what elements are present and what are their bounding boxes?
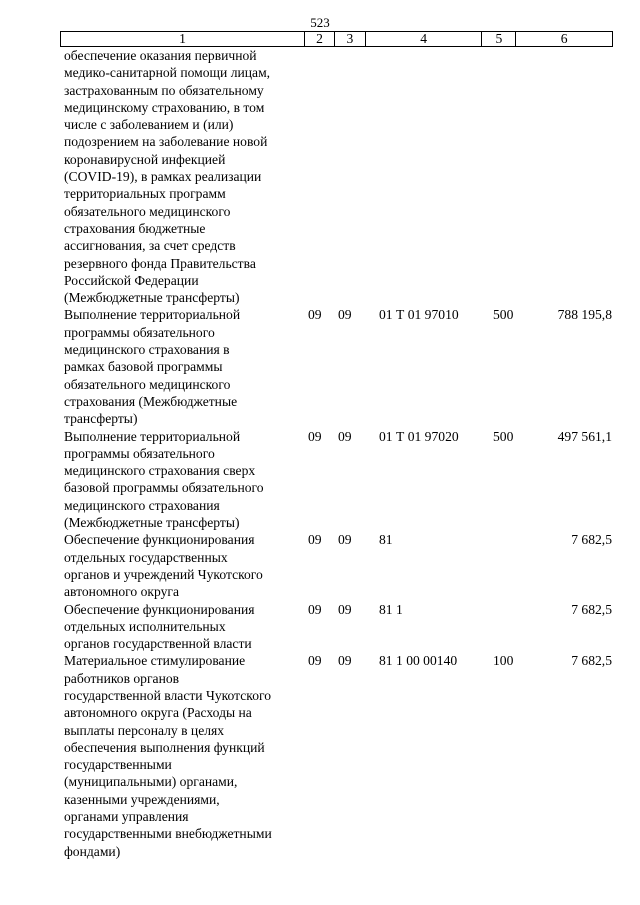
row-pr: 09 [338, 532, 352, 548]
page-number: 523 [310, 15, 330, 30]
name-line: (Межбюджетные трансферты) [64, 515, 240, 531]
row-vr: 500 [493, 428, 514, 444]
name-line: Обеспечение функционирования [64, 532, 255, 548]
row-csr: 01 Т 01 97010 [379, 307, 459, 323]
table-body [0, 47, 640, 860]
name-line: медицинскому страхованию, в том [64, 99, 265, 115]
row-rz: 09 [308, 601, 322, 617]
name-line: Обеспечение функционирования [64, 601, 255, 617]
name-line: обязательного медицинского [64, 203, 231, 219]
name-line: медицинского страхования сверх [64, 463, 256, 479]
name-line: автономного округа (Расходы на [64, 705, 252, 721]
header-col-1: 1 [61, 32, 305, 46]
header-col-5: 5 [482, 32, 516, 46]
name-line: рамках базовой программы [64, 359, 223, 375]
header-col-4: 4 [366, 32, 483, 46]
name-line: выплаты персоналу в целях [64, 722, 225, 738]
name-line: медицинского страхования [64, 497, 220, 513]
table-row [0, 601, 640, 653]
row-sum: 7 682,5 [571, 653, 612, 669]
name-line: медико-санитарной помощи лицам, [64, 65, 271, 81]
row-rz: 09 [308, 532, 322, 548]
row-csr: 01 Т 01 97020 [379, 428, 459, 444]
name-line: Российской Федерации [64, 272, 199, 288]
name-line: Выполнение территориальной [64, 428, 241, 444]
table-row [0, 428, 640, 532]
name-line: государственными [64, 757, 172, 773]
row-name [64, 652, 304, 860]
row-vr: 100 [493, 653, 514, 669]
row-rz: 09 [308, 307, 322, 323]
name-line: органов государственной власти [64, 636, 252, 652]
row-csr: 81 [379, 532, 393, 548]
name-line: числе с заболеванием и (или) [64, 117, 234, 133]
name-line: работников органов [64, 670, 180, 686]
name-line: коронавирусной инфекцией [64, 151, 226, 167]
name-line: территориальных программ [64, 186, 226, 202]
name-line: отдельных исполнительных [64, 618, 226, 634]
row-name [64, 47, 304, 306]
name-line: органов и учреждений Чукотского [64, 566, 263, 582]
row-name [64, 531, 304, 600]
table-row [0, 47, 640, 306]
row-pr: 09 [338, 653, 352, 669]
name-line: страхования (Межбюджетные [64, 393, 238, 409]
row-sum: 497 561,1 [557, 428, 612, 444]
table-row [0, 531, 640, 600]
row-sum: 788 195,8 [557, 307, 612, 323]
name-line: трансферты) [64, 411, 138, 427]
row-pr: 09 [338, 601, 352, 617]
name-line: обеспечения выполнения функций [64, 739, 265, 755]
name-line: Выполнение территориальной [64, 307, 241, 323]
name-line: страхования бюджетные [64, 220, 206, 236]
name-line: государственной власти Чукотского [64, 687, 272, 703]
row-vr: 500 [493, 307, 514, 323]
row-sum: 7 682,5 [571, 601, 612, 617]
row-pr: 09 [338, 307, 352, 323]
name-line: Материальное стимулирование [64, 653, 246, 669]
name-line: ассигнования, за счет средств [64, 238, 236, 254]
name-line: подозрением на заболевание новой [64, 134, 268, 150]
name-line: фондами) [64, 843, 121, 859]
row-csr: 81 1 [379, 601, 403, 617]
name-line: застрахованным по обязательному [64, 82, 264, 98]
name-line: отдельных государственных [64, 549, 228, 565]
name-line: (муниципальными) органами, [64, 774, 238, 790]
row-pr: 09 [338, 428, 352, 444]
table-row [0, 652, 640, 860]
row-name [64, 601, 304, 653]
name-line: (COVID-19), в рамках реализации [64, 169, 262, 185]
name-line: обеспечение оказания первичной [64, 48, 257, 63]
name-line: обязательного медицинского [64, 376, 231, 392]
header-col-3: 3 [335, 32, 366, 46]
table-row [0, 306, 640, 427]
name-line: программы обязательного [64, 324, 215, 340]
name-line: медицинского страхования в [64, 342, 230, 358]
row-csr: 81 1 00 00140 [379, 653, 458, 669]
name-line: резервного фонда Правительства [64, 255, 256, 271]
row-name [64, 428, 304, 532]
name-line: программы обязательного [64, 445, 215, 461]
name-line: автономного округа [64, 584, 180, 600]
table-header [60, 31, 613, 47]
row-name [64, 306, 304, 427]
name-line: органами управления [64, 809, 189, 825]
name-line: казенными учреждениями, [64, 791, 220, 807]
header-col-2: 2 [305, 32, 335, 46]
name-line: государственными внебюджетными [64, 826, 272, 842]
name-line: (Межбюджетные трансферты) [64, 290, 240, 306]
header-col-6: 6 [560, 31, 568, 46]
name-line: базовой программы обязательного [64, 480, 264, 496]
row-rz: 09 [308, 428, 322, 444]
row-rz: 09 [308, 653, 322, 669]
row-sum: 7 682,5 [571, 532, 612, 548]
